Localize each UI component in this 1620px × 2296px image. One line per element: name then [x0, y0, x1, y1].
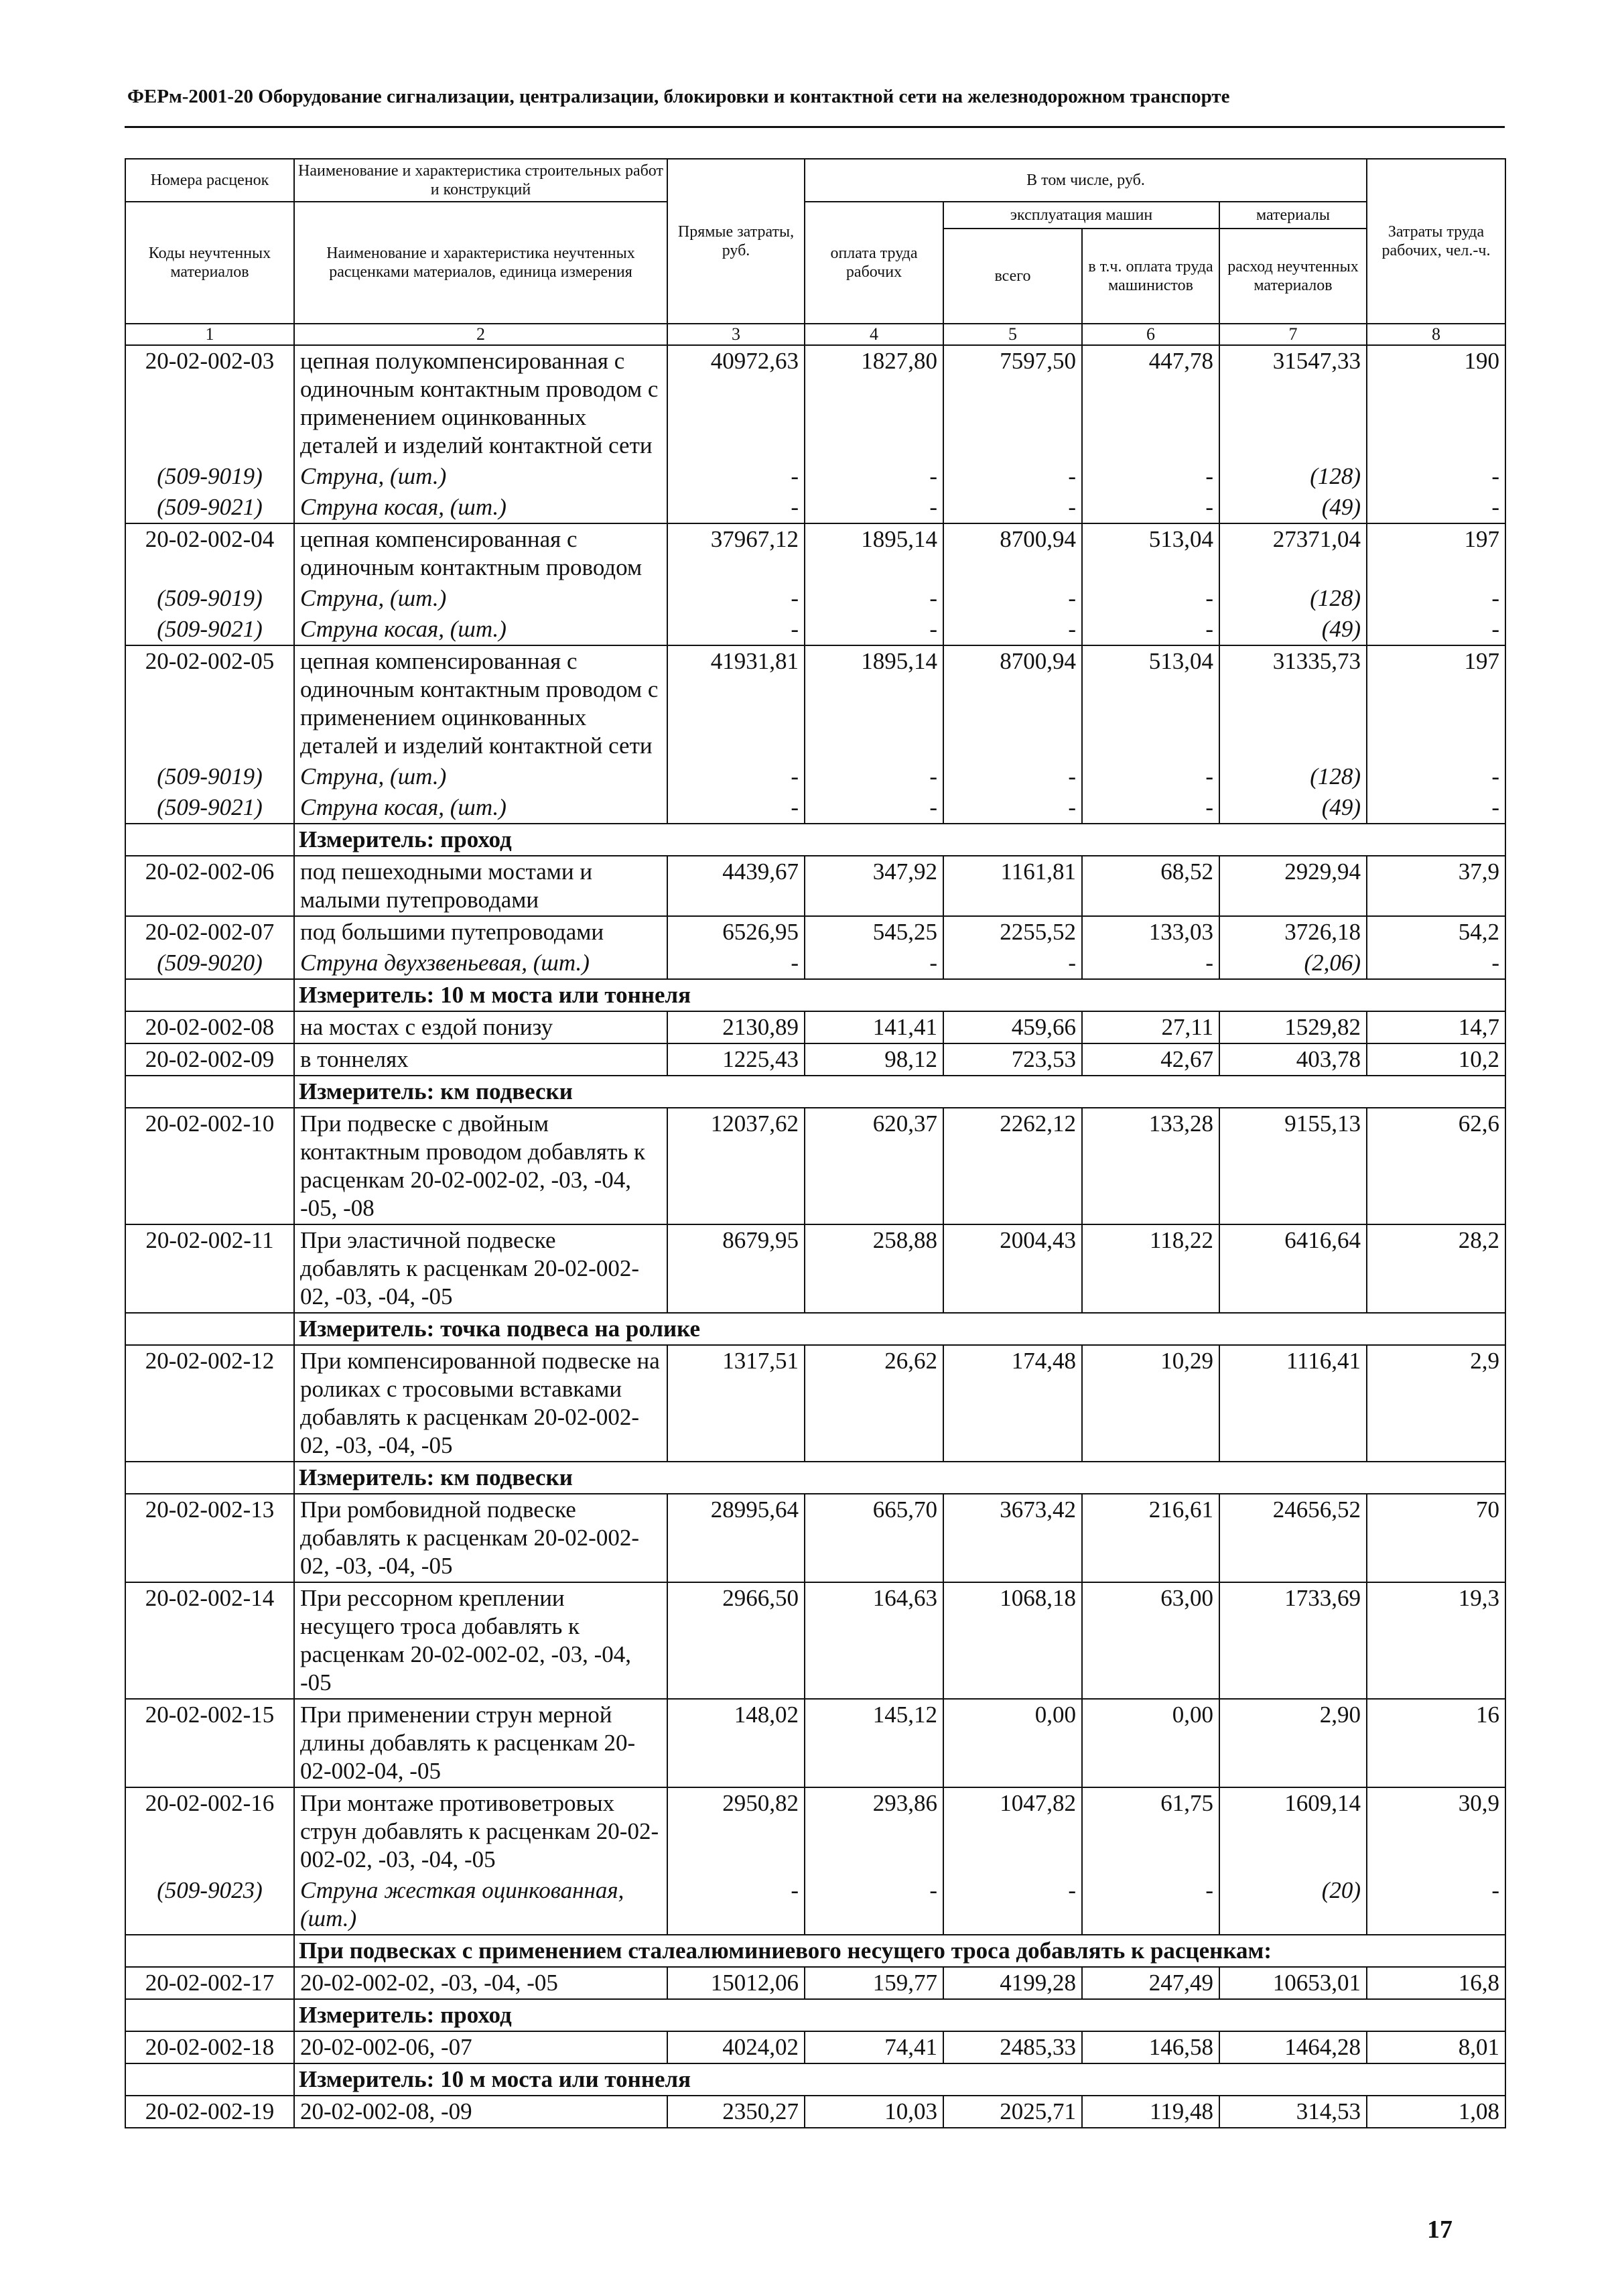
value-c8: 8,01 — [1367, 2031, 1505, 2063]
material-code: (509-9021) — [125, 792, 294, 824]
material-code: (509-9019) — [125, 461, 294, 492]
value-c5: 174,48 — [943, 1345, 1082, 1462]
value-c8: 30,9 — [1367, 1787, 1505, 1875]
material-code: (509-9021) — [125, 614, 294, 645]
measure-row — [125, 1999, 1505, 2031]
value-c5: - — [943, 1875, 1082, 1935]
value-c4: 665,70 — [805, 1494, 943, 1582]
value-c4: - — [805, 761, 943, 792]
measure-row — [125, 1935, 1505, 1967]
value-c5: 2255,52 — [943, 916, 1082, 948]
header-nums: Номера расценок — [125, 159, 294, 202]
table-row — [125, 1699, 1505, 1787]
rate-description: При эластичной подвеске добавлять к расценкам 20-02-002-02, -03, -04, -05 — [294, 1224, 667, 1313]
table-row — [125, 1108, 1505, 1224]
col-number: 8 — [1367, 324, 1505, 345]
table-row — [125, 1967, 1505, 1999]
value-c8: - — [1367, 948, 1505, 979]
material-code: (509-9019) — [125, 761, 294, 792]
material-row — [125, 492, 1505, 523]
value-c6: 0,00 — [1082, 1699, 1219, 1787]
column-numbers-row — [125, 324, 1505, 345]
rate-code: 20-02-002-16 — [125, 1787, 294, 1875]
value-c3: 148,02 — [667, 1699, 805, 1787]
value-c6: 27,11 — [1082, 1011, 1219, 1043]
value-c3: - — [667, 461, 805, 492]
rate-code: 20-02-002-13 — [125, 1494, 294, 1582]
rate-code: 20-02-002-12 — [125, 1345, 294, 1462]
value-c8: 197 — [1367, 523, 1505, 583]
col-number: 1 — [125, 324, 294, 345]
value-c7: 1609,14 — [1219, 1787, 1367, 1875]
value-c7: 10653,01 — [1219, 1967, 1367, 1999]
material-name: Струна двухзвеньевая, (шт.) — [294, 948, 667, 979]
value-c8: 14,7 — [1367, 1011, 1505, 1043]
value-c8: 2,9 — [1367, 1345, 1505, 1462]
value-c3: 4024,02 — [667, 2031, 805, 2063]
value-c3: - — [667, 948, 805, 979]
measure-spacer — [125, 1076, 294, 1108]
measure-spacer — [125, 824, 294, 856]
rate-code: 20-02-002-19 — [125, 2096, 294, 2128]
header-name: Наименование и характеристика строительных работ и конструкций — [294, 159, 667, 202]
value-c4: 258,88 — [805, 1224, 943, 1313]
value-c5: - — [943, 792, 1082, 824]
rate-code: 20-02-002-15 — [125, 1699, 294, 1787]
value-c7: (49) — [1219, 614, 1367, 645]
value-c6: 42,67 — [1082, 1043, 1219, 1076]
header-materials: материалы — [1219, 202, 1367, 229]
table-row — [125, 1043, 1505, 1076]
value-c8: 28,2 — [1367, 1224, 1505, 1313]
rate-description: При монтаже противоветровых струн добавлять к расценкам 20-02-002-02, -03, -04, -05 — [294, 1787, 667, 1875]
value-c5: 723,53 — [943, 1043, 1082, 1076]
value-c5: - — [943, 948, 1082, 979]
rate-code: 20-02-002-18 — [125, 2031, 294, 2063]
rate-description: 20-02-002-08, -09 — [294, 2096, 667, 2128]
value-c8: - — [1367, 461, 1505, 492]
header-including: В том числе, руб. — [805, 159, 1367, 202]
rate-description: При рессорном креплении несущего троса добавлять к расценкам 20-02-002-02, -03, -04, -05 — [294, 1582, 667, 1699]
value-c3: - — [667, 792, 805, 824]
header-name2: Наименование и характеристика неучтенных расценками материалов, единица измерения — [294, 202, 667, 324]
value-c7: 9155,13 — [1219, 1108, 1367, 1224]
measure-row — [125, 1313, 1505, 1345]
rate-description: цепная полукомпенсированная с одиночным контактным проводом с применением оцинкованных деталей и изделий контактной сети — [294, 345, 667, 461]
rate-code: 20-02-002-08 — [125, 1011, 294, 1043]
value-c7: 3726,18 — [1219, 916, 1367, 948]
material-row — [125, 792, 1505, 824]
value-c7: 2,90 — [1219, 1699, 1367, 1787]
header-labor: оплата труда рабочих — [805, 202, 943, 324]
value-c8: - — [1367, 1875, 1505, 1935]
value-c7: 1529,82 — [1219, 1011, 1367, 1043]
measure-spacer — [125, 1999, 294, 2031]
value-c7: 27371,04 — [1219, 523, 1367, 583]
value-c5: 8700,94 — [943, 523, 1082, 583]
header-materials-unaccounted: расход неучтенных материалов — [1219, 229, 1367, 324]
value-c8: 197 — [1367, 645, 1505, 761]
value-c7: (49) — [1219, 492, 1367, 523]
value-c3: 2350,27 — [667, 2096, 805, 2128]
rate-description: под большими путепроводами — [294, 916, 667, 948]
value-c8: 16,8 — [1367, 1967, 1505, 1999]
measure-label: Измеритель: точка подвеса на ролике — [294, 1313, 1505, 1345]
measure-label: Измеритель: проход — [294, 824, 1505, 856]
rate-code: 20-02-002-11 — [125, 1224, 294, 1313]
value-c7: 1733,69 — [1219, 1582, 1367, 1699]
table-row — [125, 523, 1505, 583]
material-code: (509-9023) — [125, 1875, 294, 1935]
value-c4: 620,37 — [805, 1108, 943, 1224]
material-row — [125, 761, 1505, 792]
measure-label: Измеритель: 10 м моста или тоннеля — [294, 2063, 1505, 2096]
header-workhours: Затраты труда рабочих, чел.-ч. — [1367, 159, 1505, 324]
value-c4: - — [805, 948, 943, 979]
value-c3: 40972,63 — [667, 345, 805, 461]
col-number: 6 — [1082, 324, 1219, 345]
value-c8: 190 — [1367, 345, 1505, 461]
value-c3: 1317,51 — [667, 1345, 805, 1462]
value-c6: 63,00 — [1082, 1582, 1219, 1699]
value-c8: 37,9 — [1367, 856, 1505, 916]
value-c7: 403,78 — [1219, 1043, 1367, 1076]
measure-label: При подвесках с применением сталеалюминиевого несущего троса добавлять к расценкам: — [294, 1935, 1505, 1967]
value-c3: 2130,89 — [667, 1011, 805, 1043]
value-c4: 74,41 — [805, 2031, 943, 2063]
col-number: 2 — [294, 324, 667, 345]
value-c4: 10,03 — [805, 2096, 943, 2128]
value-c3: - — [667, 583, 805, 614]
value-c8: 16 — [1367, 1699, 1505, 1787]
value-c4: 1895,14 — [805, 523, 943, 583]
measure-spacer — [125, 1462, 294, 1494]
table-row — [125, 1582, 1505, 1699]
value-c3: 8679,95 — [667, 1224, 805, 1313]
value-c6: - — [1082, 792, 1219, 824]
rate-code: 20-02-002-14 — [125, 1582, 294, 1699]
rate-description: При подвеске с двойным контактным проводом добавлять к расценкам 20-02-002-02, -03, -04, -05, -08 — [294, 1108, 667, 1224]
value-c5: 1161,81 — [943, 856, 1082, 916]
value-c4: 545,25 — [805, 916, 943, 948]
value-c6: - — [1082, 492, 1219, 523]
rate-code: 20-02-002-04 — [125, 523, 294, 583]
value-c8: 62,6 — [1367, 1108, 1505, 1224]
table-row — [125, 1224, 1505, 1313]
value-c8: - — [1367, 583, 1505, 614]
value-c7: 6416,64 — [1219, 1224, 1367, 1313]
measure-row — [125, 2063, 1505, 2096]
value-c6: - — [1082, 1875, 1219, 1935]
value-c6: 447,78 — [1082, 345, 1219, 461]
rates-table — [125, 158, 1506, 2128]
value-c5: 1068,18 — [943, 1582, 1082, 1699]
value-c5: 3673,42 — [943, 1494, 1082, 1582]
value-c6: 513,04 — [1082, 645, 1219, 761]
value-c3: 2966,50 — [667, 1582, 805, 1699]
value-c3: 6526,95 — [667, 916, 805, 948]
rate-description: под пешеходными мостами и малыми путепроводами — [294, 856, 667, 916]
table-row — [125, 1011, 1505, 1043]
value-c8: 19,3 — [1367, 1582, 1505, 1699]
material-name: Струна жесткая оцинкованная, (шт.) — [294, 1875, 667, 1935]
rate-code: 20-02-002-17 — [125, 1967, 294, 1999]
value-c8: - — [1367, 492, 1505, 523]
value-c7: 1464,28 — [1219, 2031, 1367, 2063]
value-c7: (128) — [1219, 461, 1367, 492]
value-c4: 98,12 — [805, 1043, 943, 1076]
value-c5: 2025,71 — [943, 2096, 1082, 2128]
measure-label: Измеритель: км подвески — [294, 1462, 1505, 1494]
value-c5: 2004,43 — [943, 1224, 1082, 1313]
rate-description: цепная компенсированная с одиночным контактным проводом — [294, 523, 667, 583]
value-c6: 216,61 — [1082, 1494, 1219, 1582]
rate-description: цепная компенсированная с одиночным контактным проводом с применением оцинкованных деталей и изделий контактной сети — [294, 645, 667, 761]
rate-description: При ромбовидной подвеске добавлять к расценкам 20-02-002-02, -03, -04, -05 — [294, 1494, 667, 1582]
value-c5: - — [943, 614, 1082, 645]
value-c7: (128) — [1219, 761, 1367, 792]
value-c4: 1827,80 — [805, 345, 943, 461]
rate-code: 20-02-002-07 — [125, 916, 294, 948]
value-c6: 146,58 — [1082, 2031, 1219, 2063]
value-c8: 1,08 — [1367, 2096, 1505, 2128]
table-row — [125, 1494, 1505, 1582]
value-c4: 1895,14 — [805, 645, 943, 761]
header-codes: Коды неучтенных материалов — [125, 202, 294, 324]
rate-code: 20-02-002-05 — [125, 645, 294, 761]
rate-description: При применении струн мерной длины добавлять к расценкам 20-02-002-04, -05 — [294, 1699, 667, 1787]
material-name: Струна, (шт.) — [294, 461, 667, 492]
table-row — [125, 2031, 1505, 2063]
value-c5: 2485,33 — [943, 2031, 1082, 2063]
value-c6: 133,03 — [1082, 916, 1219, 948]
material-name: Струна, (шт.) — [294, 761, 667, 792]
value-c5: 0,00 — [943, 1699, 1082, 1787]
value-c4: 145,12 — [805, 1699, 943, 1787]
col-number: 3 — [667, 324, 805, 345]
page-number: 17 — [1427, 2216, 1453, 2244]
table-row — [125, 2096, 1505, 2128]
page-title: ФЕРм-2001-20 Оборудование сигнализации, централизации, блокировки и контактной сети на железнодорожном транспорте — [127, 86, 1230, 107]
material-row — [125, 461, 1505, 492]
value-c7: 2929,94 — [1219, 856, 1367, 916]
material-row — [125, 948, 1505, 979]
rate-description: на мостах с ездой понизу — [294, 1011, 667, 1043]
title-rule — [125, 126, 1505, 128]
material-name: Струна косая, (шт.) — [294, 492, 667, 523]
value-c4: - — [805, 614, 943, 645]
value-c4: 26,62 — [805, 1345, 943, 1462]
value-c3: 2950,82 — [667, 1787, 805, 1875]
measure-label: Измеритель: 10 м моста или тоннеля — [294, 979, 1505, 1011]
rate-description: 20-02-002-02, -03, -04, -05 — [294, 1967, 667, 1999]
value-c7: (20) — [1219, 1875, 1367, 1935]
value-c8: 54,2 — [1367, 916, 1505, 948]
table-row — [125, 916, 1505, 948]
rate-description: При компенсированной подвеске на роликах с тросовыми вставками добавлять к расценкам 20-02-002-02, -03, -04, -05 — [294, 1345, 667, 1462]
value-c4: - — [805, 1875, 943, 1935]
material-row — [125, 583, 1505, 614]
value-c4: 293,86 — [805, 1787, 943, 1875]
value-c5: - — [943, 761, 1082, 792]
measure-spacer — [125, 1313, 294, 1345]
value-c7: 24656,52 — [1219, 1494, 1367, 1582]
rate-code: 20-02-002-03 — [125, 345, 294, 461]
value-c5: - — [943, 583, 1082, 614]
value-c5: - — [943, 492, 1082, 523]
value-c6: 68,52 — [1082, 856, 1219, 916]
measure-spacer — [125, 979, 294, 1011]
value-c6: - — [1082, 614, 1219, 645]
table-row — [125, 345, 1505, 461]
measure-row — [125, 979, 1505, 1011]
value-c3: 37967,12 — [667, 523, 805, 583]
col-number: 5 — [943, 324, 1082, 345]
value-c5: - — [943, 461, 1082, 492]
rate-description: 20-02-002-06, -07 — [294, 2031, 667, 2063]
material-code: (509-9020) — [125, 948, 294, 979]
value-c3: 15012,06 — [667, 1967, 805, 1999]
measure-row — [125, 1462, 1505, 1494]
value-c6: 513,04 — [1082, 523, 1219, 583]
value-c6: 10,29 — [1082, 1345, 1219, 1462]
measure-spacer — [125, 1935, 294, 1967]
value-c8: 70 — [1367, 1494, 1505, 1582]
value-c4: 159,77 — [805, 1967, 943, 1999]
measure-spacer — [125, 2063, 294, 2096]
table-body — [125, 345, 1505, 2128]
value-c7: 314,53 — [1219, 2096, 1367, 2128]
value-c4: 141,41 — [805, 1011, 943, 1043]
value-c6: - — [1082, 761, 1219, 792]
value-c7: 31335,73 — [1219, 645, 1367, 761]
measure-row — [125, 1076, 1505, 1108]
value-c3: 12037,62 — [667, 1108, 805, 1224]
material-name: Струна косая, (шт.) — [294, 614, 667, 645]
table-row — [125, 856, 1505, 916]
rate-code: 20-02-002-06 — [125, 856, 294, 916]
header-machines: эксплуатация машин — [943, 202, 1219, 229]
value-c7: (49) — [1219, 792, 1367, 824]
value-c4: - — [805, 492, 943, 523]
col-number: 4 — [805, 324, 943, 345]
value-c3: 4439,67 — [667, 856, 805, 916]
value-c3: 28995,64 — [667, 1494, 805, 1582]
value-c8: - — [1367, 761, 1505, 792]
value-c6: 61,75 — [1082, 1787, 1219, 1875]
material-name: Струна, (шт.) — [294, 583, 667, 614]
value-c3: 41931,81 — [667, 645, 805, 761]
value-c7: (2,06) — [1219, 948, 1367, 979]
rate-code: 20-02-002-09 — [125, 1043, 294, 1076]
value-c4: - — [805, 461, 943, 492]
value-c7: (128) — [1219, 583, 1367, 614]
value-c4: - — [805, 792, 943, 824]
table-row — [125, 1787, 1505, 1875]
value-c8: - — [1367, 614, 1505, 645]
value-c3: - — [667, 761, 805, 792]
value-c6: 119,48 — [1082, 2096, 1219, 2128]
table-header — [125, 159, 1505, 345]
col-number: 7 — [1219, 324, 1367, 345]
value-c3: - — [667, 1875, 805, 1935]
material-code: (509-9021) — [125, 492, 294, 523]
value-c5: 7597,50 — [943, 345, 1082, 461]
header-direct: Прямые затраты, руб. — [667, 159, 805, 324]
value-c5: 1047,82 — [943, 1787, 1082, 1875]
material-code: (509-9019) — [125, 583, 294, 614]
value-c6: - — [1082, 948, 1219, 979]
value-c4: - — [805, 583, 943, 614]
value-c7: 1116,41 — [1219, 1345, 1367, 1462]
rate-description: в тоннелях — [294, 1043, 667, 1076]
measure-row — [125, 824, 1505, 856]
value-c6: - — [1082, 461, 1219, 492]
measure-label: Измеритель: км подвески — [294, 1076, 1505, 1108]
table-row — [125, 645, 1505, 761]
value-c5: 8700,94 — [943, 645, 1082, 761]
material-row — [125, 614, 1505, 645]
value-c3: - — [667, 614, 805, 645]
header-machines-total: всего — [943, 229, 1082, 324]
value-c3: 1225,43 — [667, 1043, 805, 1076]
value-c6: 247,49 — [1082, 1967, 1219, 1999]
value-c7: 31547,33 — [1219, 345, 1367, 461]
value-c8: 10,2 — [1367, 1043, 1505, 1076]
measure-label: Измеритель: проход — [294, 1999, 1505, 2031]
value-c3: - — [667, 492, 805, 523]
rate-code: 20-02-002-10 — [125, 1108, 294, 1224]
value-c4: 164,63 — [805, 1582, 943, 1699]
value-c5: 459,66 — [943, 1011, 1082, 1043]
value-c5: 4199,28 — [943, 1967, 1082, 1999]
header-machines-labor: в т.ч. оплата труда машинистов — [1082, 229, 1219, 324]
table-row — [125, 1345, 1505, 1462]
value-c5: 2262,12 — [943, 1108, 1082, 1224]
value-c6: 133,28 — [1082, 1108, 1219, 1224]
value-c6: 118,22 — [1082, 1224, 1219, 1313]
value-c6: - — [1082, 583, 1219, 614]
material-name: Струна косая, (шт.) — [294, 792, 667, 824]
value-c8: - — [1367, 792, 1505, 824]
value-c4: 347,92 — [805, 856, 943, 916]
material-row — [125, 1875, 1505, 1935]
